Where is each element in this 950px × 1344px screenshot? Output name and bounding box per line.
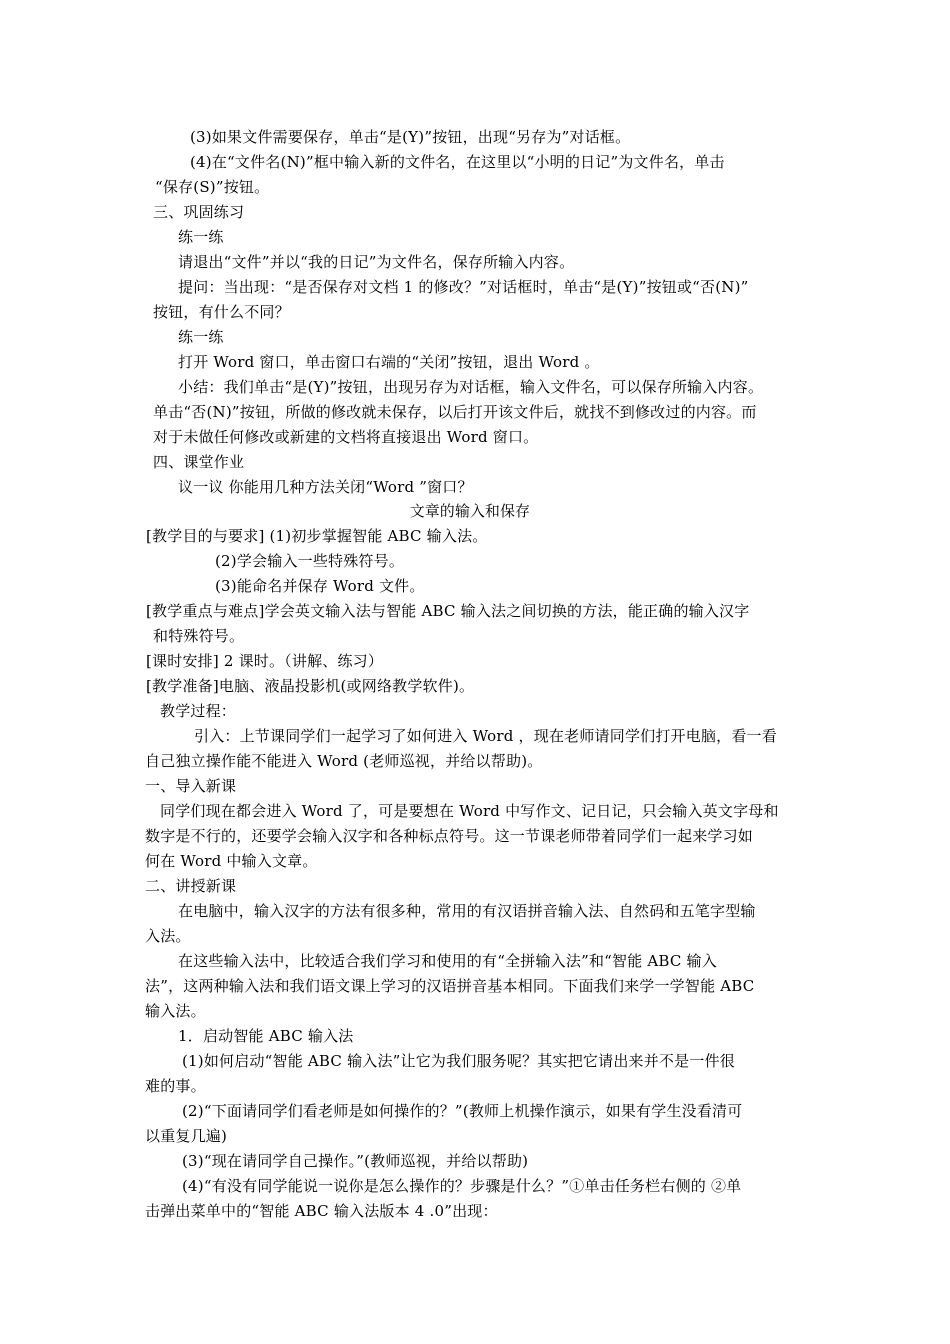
text-line: 议一议 你能用几种方法关闭“Word ”窗口？ bbox=[178, 478, 473, 496]
text-line: (4)在“文件名(N)”框中输入新的文件名，在这里以“小明的日记”为文件名，单击 bbox=[190, 153, 725, 171]
text-line: 数字是不行的，还要学会输入汉字和各种标点符号。这一节课老师带着同学们一起来学习如 bbox=[145, 827, 754, 845]
text-line: 和特殊符号。 bbox=[153, 627, 245, 645]
text-line: 打开 Word 窗口，单击窗口右端的“关闭”按钮，退出 Word 。 bbox=[178, 353, 600, 371]
text-line: 1．启动智能 ABC 输入法 bbox=[178, 1027, 354, 1045]
text-line: 输入法。 bbox=[145, 1002, 206, 1020]
text-line: 请退出“文件”并以“我的日记”为文件名，保存所输入内容。 bbox=[178, 253, 575, 271]
text-line: (2)“下面请同学们看老师是如何操作的？”(教师上机操作演示，如果有学生没看清可 bbox=[182, 1102, 743, 1120]
text-line: 何在 Word 中输入文章。 bbox=[145, 852, 318, 870]
section-heading: 三、巩固练习 bbox=[153, 203, 245, 221]
text-line: 法”，这两种输入法和我们语文课上学习的汉语拼音基本相同。下面我们来学一学智能 ABC bbox=[145, 977, 755, 995]
text-line: 提问：当出现：“是否保存对文档 1 的修改？”对话框时，单击“是(Y)”按钮或“否(N)” bbox=[178, 278, 749, 296]
text-line: (3)如果文件需要保存，单击“是(Y)”按钮，出现“另存为”对话框。 bbox=[190, 128, 631, 146]
text-line: 对于未做任何修改或新建的文档将直接退出 Word 窗口。 bbox=[153, 428, 539, 446]
text-line: [教学重点与难点]学会英文输入法与智能 ABC 输入法之间切换的方法，能正确的输入汉字 bbox=[146, 602, 750, 620]
text-line: 小结：我们单击“是(Y)”按钮，出现另存为对话框，输入文件名，可以保存所输入内容。 bbox=[178, 378, 764, 396]
text-line: 教学过程： bbox=[160, 702, 237, 720]
text-line: 同学们现在都会进入 Word 了，可是要想在 Word 中写作文、记日记，只会输入英文字母和 bbox=[160, 802, 779, 820]
text-line: 击弹出菜单中的“智能 ABC 输入法版本 4 .0”出现： bbox=[145, 1202, 498, 1220]
text-line: 难的事。 bbox=[145, 1077, 206, 1095]
text-line: [教学目的与要求] (1)初步掌握智能 ABC 输入法。 bbox=[146, 527, 488, 545]
text-line: 单击“否(N)”按钮，所做的修改就未保存，以后打开该文件后，就找不到修改过的内容。而 bbox=[153, 403, 757, 421]
text-line: (3)“现在请同学自己操作。”(教师巡视，并给以帮助) bbox=[182, 1152, 529, 1170]
text-line: 引入：上节课同学们一起学习了如何进入 Word ，现在老师请同学们打开电脑，看一看 bbox=[194, 727, 777, 745]
text-line: 练一练 bbox=[178, 228, 224, 246]
text-line: 练一练 bbox=[178, 328, 224, 346]
text-line: “保存(S)”按钮。 bbox=[155, 178, 270, 196]
lesson-title: 文章的输入和保存 bbox=[409, 502, 531, 520]
text-line: (3)能命名并保存 Word 文件。 bbox=[215, 577, 425, 595]
section-heading: 四、课堂作业 bbox=[153, 453, 245, 471]
text-line: 在这些输入法中，比较适合我们学习和使用的有“全拼输入法”和“智能 ABC 输入 bbox=[178, 952, 717, 970]
text-line: [课时安排] 2 课时。（讲解、练习） bbox=[146, 652, 384, 670]
text-line: 在电脑中，输入汉字的方法有很多种，常用的有汉语拼音输入法、自然码和五笔字型输 bbox=[178, 902, 756, 920]
section-heading: 二、讲授新课 bbox=[145, 877, 237, 895]
text-line: 以重复几遍) bbox=[145, 1127, 228, 1145]
text-line: 按钮，有什么不同？ bbox=[153, 303, 290, 321]
text-line: (4)“有没有同学能说一说你是怎么操作的？步骤是什么？”①单击任务栏右侧的 ②单 bbox=[182, 1177, 742, 1195]
text-line: [教学准备]电脑、液晶投影机(或网络教学软件)。 bbox=[146, 677, 475, 695]
text-line: 入法。 bbox=[145, 927, 191, 945]
section-heading: 一、导入新课 bbox=[145, 777, 237, 795]
text-line: (2)学会输入一些特殊符号。 bbox=[215, 552, 405, 570]
text-line: 自己独立操作能不能进入 Word (老师巡视，并给以帮助)。 bbox=[145, 752, 543, 770]
text-line: (1)如何启动“智能 ABC 输入法”让它为我们服务呢？其实把它请出来并不是一件很 bbox=[182, 1052, 735, 1070]
